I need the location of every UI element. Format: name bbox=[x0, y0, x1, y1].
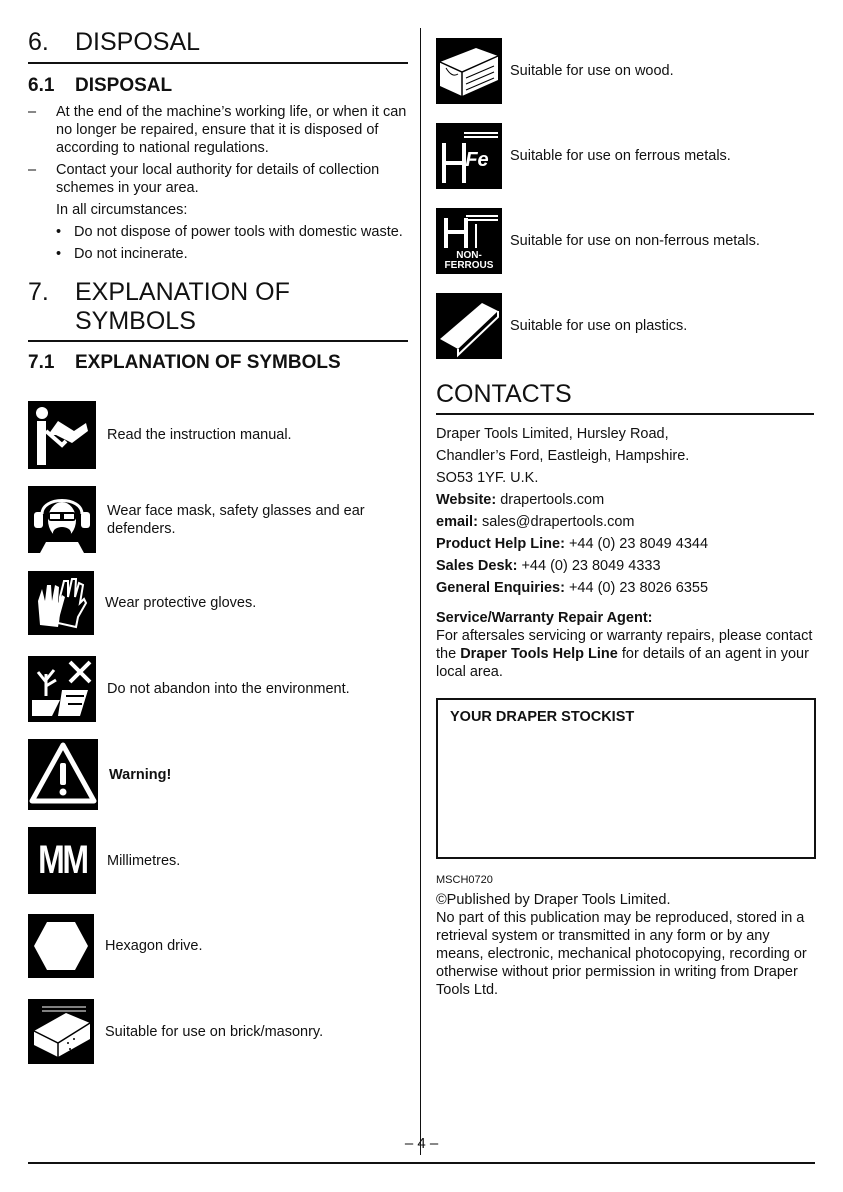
material-text: Suitable for use on ferrous metals. bbox=[510, 148, 731, 164]
enquiries-line: General Enquiries: +44 (0) 23 8026 6355 bbox=[436, 580, 709, 596]
help-line: Product Help Line: +44 (0) 23 8049 4344 bbox=[436, 536, 709, 552]
symbol-text: Wear face mask, safety glasses and ear defenders. bbox=[107, 502, 365, 537]
contacts-rule bbox=[436, 413, 814, 415]
symbol-text: Hexagon drive. bbox=[105, 938, 203, 954]
symbol-text: Millimetres. bbox=[107, 852, 181, 869]
section-7-1-heading: 7.1 EXPLANATION OF SYMBOLS bbox=[28, 352, 341, 373]
symbol-row bbox=[28, 739, 408, 810]
symbol-text: Do not abandon into the environment. bbox=[107, 681, 350, 697]
material-text: Suitable for use on non-ferrous metals. bbox=[510, 233, 760, 249]
millimetres-icon: MM bbox=[28, 827, 96, 894]
published-line: ©Published by Draper Tools Limited. bbox=[436, 892, 671, 908]
section-6-1-heading: 6.1 DISPOSAL bbox=[28, 75, 173, 96]
non-ferrous-metal-icon: NON- FERROUS bbox=[436, 208, 502, 274]
doc-code: MSCH0720 bbox=[436, 874, 493, 886]
list-item: • Do not incinerate. bbox=[56, 246, 188, 262]
service-agent: Service/Warranty Repair Agent: For aftersales servicing or warranty repairs, please contact the Draper Tools Help Line for details of an agent in your local area. bbox=[436, 610, 813, 680]
no-environment-dump-icon bbox=[28, 656, 96, 722]
list-item: – At the end of the machine’s working life, or when it can no longer be repaired, ensure that it is disposed of according to national regulations. bbox=[28, 104, 407, 156]
address-line: SO53 1YF. U.K. bbox=[436, 470, 539, 486]
material-row bbox=[436, 123, 816, 189]
stockist-box bbox=[436, 698, 816, 859]
symbol-row bbox=[28, 656, 408, 722]
section-6-heading: 6. DISPOSAL bbox=[28, 28, 201, 56]
circumstances-label: In all circumstances: bbox=[56, 202, 188, 218]
symbol-row bbox=[28, 914, 408, 978]
read-manual-icon bbox=[28, 401, 96, 469]
hexagon-icon bbox=[28, 914, 94, 978]
column-divider bbox=[420, 28, 421, 1155]
symbol-row bbox=[28, 401, 408, 469]
section-6-rule bbox=[28, 62, 408, 64]
symbol-text: Suitable for use on brick/masonry. bbox=[105, 1023, 324, 1040]
address-line: Chandler’s Ford, Eastleigh, Hampshire. bbox=[436, 448, 690, 464]
material-row bbox=[436, 208, 816, 274]
bottom-rule bbox=[28, 1162, 815, 1164]
website-link[interactable]: drapertools.com bbox=[500, 492, 605, 508]
copyright-notice: No part of this publication may be reproduced, stored in a retrieval system or transmitted in any form or by any means, electronic, mechanical photocopying, recording or otherwise without prior permission in writing from Draper Tools Ltd. bbox=[436, 910, 807, 998]
material-row bbox=[436, 293, 816, 359]
symbol-row bbox=[28, 827, 408, 894]
disposal-instructions bbox=[28, 103, 408, 263]
symbol-row bbox=[28, 999, 408, 1064]
contacts-section bbox=[436, 380, 814, 681]
email-link[interactable]: sales@drapertools.com bbox=[481, 514, 635, 530]
list-item: – Contact your local authority for details of collection schemes in your area. bbox=[28, 162, 380, 196]
left-column bbox=[28, 28, 408, 1040]
section-7-rule bbox=[28, 340, 408, 342]
contacts-title: CONTACTS bbox=[436, 380, 572, 408]
symbol-row bbox=[28, 571, 408, 635]
face-mask-glasses-ear-icon bbox=[28, 486, 96, 553]
material-text: Suitable for use on plastics. bbox=[510, 318, 688, 334]
ferrous-metal-icon: Fe bbox=[436, 123, 502, 189]
material-row bbox=[436, 38, 816, 104]
plastics-icon bbox=[436, 293, 502, 359]
material-text: Suitable for use on wood. bbox=[510, 63, 674, 79]
brick-masonry-icon bbox=[28, 999, 94, 1064]
sales-line: Sales Desk: +44 (0) 23 8049 4333 bbox=[436, 558, 661, 574]
address-line: Draper Tools Limited, Hursley Road, bbox=[436, 426, 669, 442]
gloves-icon bbox=[28, 571, 94, 635]
symbol-text: Read the instruction manual. bbox=[107, 427, 292, 443]
warning-icon bbox=[28, 739, 98, 810]
publication-info bbox=[436, 874, 814, 999]
symbol-text: Wear protective gloves. bbox=[105, 595, 257, 611]
wood-icon bbox=[436, 38, 502, 104]
page-number: – 4 – bbox=[404, 1135, 439, 1152]
symbol-text: Warning! bbox=[109, 766, 172, 783]
stockist-title: YOUR DRAPER STOCKIST bbox=[450, 709, 635, 725]
email-line: email: sales@drapertools.com bbox=[436, 514, 635, 530]
website-line: Website: drapertools.com bbox=[436, 492, 605, 508]
section-7-heading: 7. EXPLANATION OF SYMBOLS bbox=[28, 278, 290, 335]
list-item: • Do not dispose of power tools with domestic waste. bbox=[56, 224, 403, 240]
symbol-row bbox=[28, 486, 408, 553]
